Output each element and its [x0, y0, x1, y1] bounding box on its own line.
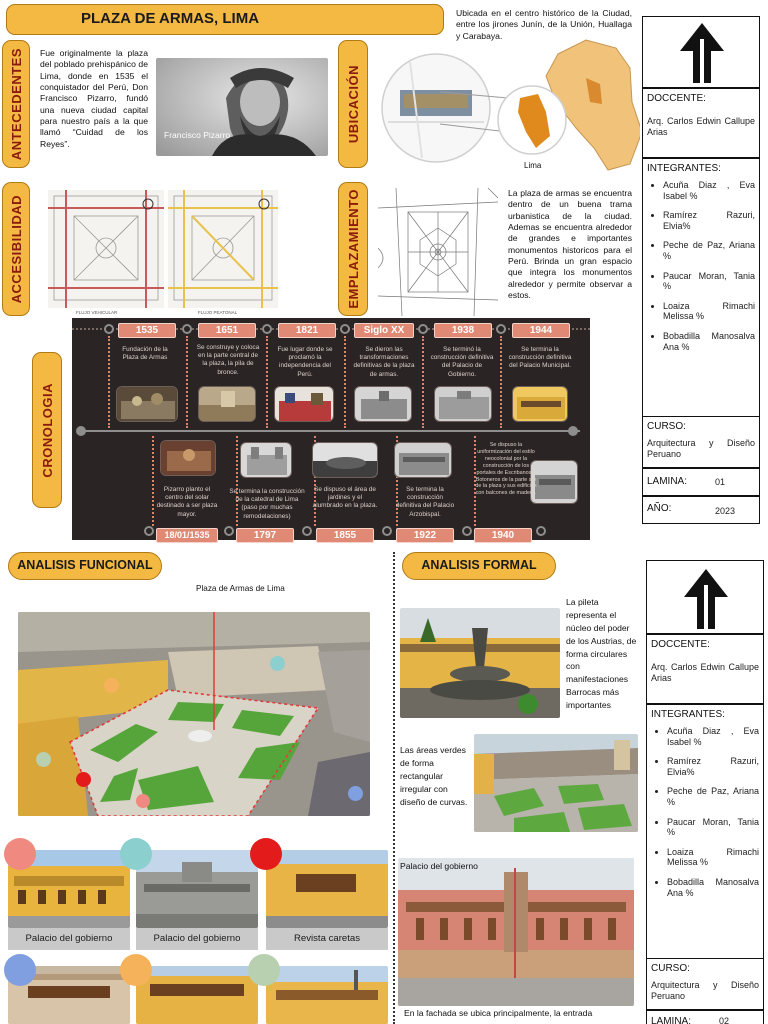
marker-sage	[36, 752, 51, 767]
thumb-marker-sage	[248, 954, 280, 986]
tab-emplazamiento: EMPLAZAMIENTO	[338, 182, 368, 316]
pizarro-portrait	[156, 58, 328, 156]
thumb-marker-teal	[120, 838, 152, 870]
photo-1922	[394, 442, 452, 478]
thumb-caretas	[266, 850, 388, 928]
section-divider	[393, 552, 395, 1024]
photo-1651	[198, 386, 256, 422]
fachada-text: En la fachada se ubica principalmente, la entrada	[404, 1008, 593, 1018]
thumb-marker-blue	[4, 954, 36, 986]
areas-verdes-text: Las áreas verdes de forma rectangular irregular con diseño de curvas.	[400, 745, 468, 807]
integrante-item: • Loaiza Rimachi Melissa %	[663, 301, 755, 322]
marker-red	[76, 772, 91, 787]
photo-1535	[116, 386, 178, 422]
north-arrow-box-2	[646, 560, 764, 634]
tab-cronologia: CRONOLOGIA	[32, 352, 62, 508]
integrante-item: • Paucar Moran, Tania %	[667, 817, 759, 838]
year-1944: 1944	[512, 323, 570, 338]
photo-1855	[312, 442, 378, 478]
photo-18-01-1535	[160, 440, 216, 476]
event-siglo-xx: Se dieron las transformaciones definitivas de la plaza de armas.	[353, 346, 415, 378]
north-arrow-box	[642, 16, 760, 88]
thumb-municipal	[136, 966, 258, 1024]
year-1821: 1821	[278, 323, 336, 338]
pileta-photo	[400, 608, 560, 718]
portrait-caption: Francisco Pizarro	[164, 130, 231, 140]
curso-box-2: CURSO: Arquitectura y Diseño Peruano	[646, 958, 764, 1010]
photo-1938	[434, 386, 492, 422]
integrantes-box: INTEGRANTES: • Acuña Diaz , Eva Isabel % • Ramírez Razuri, Elvia% • Peche de Paz, Ariana % • Paucar Moran, Tania % • Loaiza Rimachi Melissa % • Bobadilla Manosalva Ana %	[642, 158, 760, 420]
plan-peatonal-caption: FLUJO PEATONAL	[198, 310, 238, 315]
marker-blue	[348, 786, 363, 801]
year-18-01-1535: 18/01/1535	[156, 528, 218, 543]
year-1797: 1797	[236, 528, 294, 543]
event-1922: Se termina la construcción definitiva del Palacio Arzobispal.	[395, 486, 455, 518]
year-1855: 1855	[316, 528, 374, 543]
integrante-item: • Bobadilla Manosalva Ana %	[667, 877, 759, 898]
year-siglo-xx: Siglo XX	[354, 323, 414, 338]
tab-antecedentes: ANTECEDENTES	[2, 40, 30, 168]
lamina-box-2: LAMINA: 02	[646, 1010, 764, 1024]
palacio-facade-photo	[398, 858, 634, 1006]
emplazamiento-plan	[378, 188, 498, 316]
map-label-lima: Lima	[524, 161, 542, 170]
photo-siglo-xx	[354, 386, 412, 422]
integrantes-box-2: INTEGRANTES: • Acuña Diaz , Eva Isabel % • Ramírez Razuri, Elvia% • Peche de Paz, Ariana % • Paucar Moran, Tania % • Loaiza Rimachi Melissa % • Bobadilla Manosalva Ana %	[646, 704, 764, 960]
tab-ubicacion: UBICACIÓN	[338, 40, 368, 168]
analisis-formal-title: ANALISIS FORMAL	[402, 552, 556, 580]
integrante-item: • Loaiza Rimachi Melissa %	[667, 847, 759, 868]
thumb-marker-red	[250, 838, 282, 870]
photo-1944	[512, 386, 568, 422]
palacio-label: Palacio del gobierno	[400, 861, 478, 871]
emplazamiento-text: La plaza de armas se encuentra dentro de un buena trama urbanistica de la ciudad. Ademas se encuentra alrededor de grandes e importantes monumentos historicos para el Perú. Brinda un gran espacio que integra los monumentos alrededor y permite observar a estos.	[508, 188, 632, 301]
lamina-box: LAMINA: 01	[642, 468, 760, 496]
location-map	[380, 32, 640, 174]
curso-box: CURSO: Arquitectura y Diseño Peruano	[642, 416, 760, 468]
integrante-item: • Peche de Paz, Ariana %	[667, 786, 759, 807]
analisis-funcional-title: ANALISIS FUNCIONAL	[8, 552, 162, 580]
aerial-label: Plaza de Armas de Lima	[196, 584, 285, 593]
north-arrow-icon	[647, 561, 765, 633]
integrante-item: • Bobadilla Manosalva Ana %	[663, 331, 755, 352]
antecedentes-text: Fue originalmente la plaza del poblado prehispánico de Lima, donde en 1535 el conquistador del Perú, Don Francisco Pizarro, fundó una nueva ciudad capital para nuestro país a la que llamó “Cuidad de los Reyes”.	[40, 48, 148, 149]
integrante-item: • Acuña Diaz , Eva Isabel %	[667, 726, 759, 747]
timeline-panel	[72, 318, 590, 540]
title-block-bottom	[646, 560, 766, 1024]
photo-1821	[274, 386, 334, 422]
marker-orange	[104, 678, 119, 693]
plan-peatonal	[168, 190, 278, 318]
integrante-item: • Ramírez Razuri, Elvia%	[663, 210, 755, 231]
docente-box: DOCCENTE: Arq. Carlos Edwin Callupe Arias	[642, 88, 760, 158]
ubicacion-text: Ubicada en el centro histórico de la Ciudad, entre los jirones Junín, de la Unión, Huallaga y Carabaya.	[456, 8, 632, 41]
event-1938: Se terminó la construcción definitiva del Palacio de Gobierno.	[430, 346, 494, 378]
integrante-item: • Peche de Paz, Ariana %	[663, 240, 755, 261]
event-1535: Fundación de la Plaza de Armas	[122, 346, 168, 362]
pileta-text: La pileta representa el núcleo del poder de los Austrias, de forma circulares con manifestaciones Barrocas más importantes	[566, 597, 637, 711]
integrante-item: • Ramírez Razuri, Elvia%	[667, 756, 759, 777]
year-1938: 1938	[434, 323, 492, 338]
tab-accesibilidad: ACCESIBILIDAD	[2, 182, 30, 316]
event-18-01-1535: Pizarro planto el centro del solar destinado a ser plaza mayor.	[156, 486, 218, 518]
title-block-top	[642, 16, 762, 528]
docente-box-2: DOCCENTE: Arq. Carlos Edwin Callupe Arias	[646, 634, 764, 704]
event-1651: Se construye y coloca en la parte central de la plaza, la pila de bronce.	[196, 344, 260, 376]
plan-vehicular-caption: FLUJO VEHICULAR	[76, 310, 118, 315]
event-1944: Se termina la construcción definitiva del Palacio Municipal.	[508, 346, 572, 370]
event-1797: Se termina la construcción de la catedral de Lima (paso por muchas remodelaciones)	[229, 488, 305, 520]
photo-1797	[240, 442, 292, 478]
marker-salmon	[136, 794, 150, 808]
event-1855: Se dispuso el área de jardines y el alumbrado en la plaza.	[312, 486, 378, 510]
year-1922: 1922	[396, 528, 454, 543]
axis-end-left	[76, 426, 86, 436]
plan-vehicular	[48, 190, 164, 318]
event-1940: Se dispuso la uniformización del estilo neocolonial por la construcción de los portales de Escribanos y Botoneros de la parte sur de la plaza y sus edificios con balcones de madera.	[475, 442, 537, 497]
anio-box: AÑO: 2023	[642, 496, 760, 524]
thumb-portales	[266, 966, 388, 1024]
caption-caretas: Revista caretas	[266, 928, 388, 950]
year-1651: 1651	[198, 323, 256, 338]
integrante-item: • Paucar Moran, Tania %	[663, 271, 755, 292]
integrante-item: • Acuña Diaz , Eva Isabel %	[663, 180, 755, 201]
caption-palacio-1: Palacio del gobierno	[8, 928, 130, 950]
thumb-marker-salmon	[4, 838, 36, 870]
thumb-marker-orange	[120, 954, 152, 986]
year-1535: 1535	[118, 323, 176, 338]
page-title: PLAZA DE ARMAS, LIMA	[6, 4, 444, 35]
timeline-axis	[80, 430, 580, 432]
event-1821: Fue lugar donde se proclamó la independencia del Perú.	[277, 346, 333, 378]
marker-teal	[270, 656, 285, 671]
year-1940: 1940	[474, 528, 532, 543]
thumb-palacio-2	[136, 850, 258, 928]
aerial-photo	[18, 612, 370, 816]
axis-end-right	[568, 426, 578, 436]
caption-palacio-2: Palacio del gobierno	[136, 928, 258, 950]
areas-verdes-photo	[474, 734, 638, 832]
north-arrow-icon	[643, 17, 761, 87]
